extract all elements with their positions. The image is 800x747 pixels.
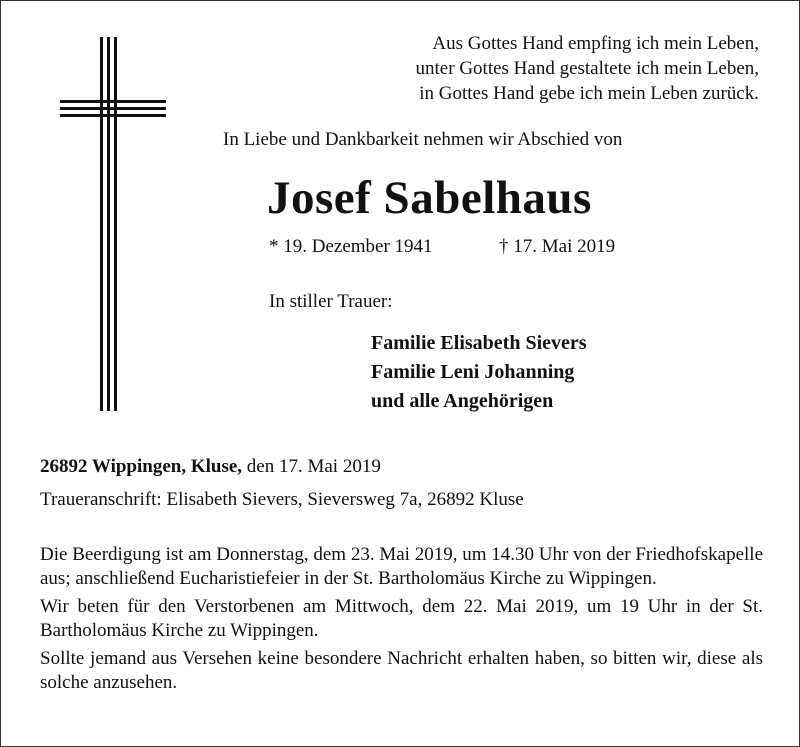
- mourner-family: Familie Elisabeth Sievers: [371, 332, 587, 354]
- notice-date: den 17. Mai 2019: [242, 456, 381, 477]
- poem-line: in Gottes Hand gebe ich mein Leben zurück.: [419, 83, 759, 104]
- poem-line: unter Gottes Hand gestaltete ich mein Leben,: [415, 58, 759, 79]
- prayer-info: Wir beten für den Verstorbenen am Mittwoch, dem 22. Mai 2019, um 19 Uhr in der St. Bartholomäus Kirche zu Wippingen.: [40, 596, 763, 641]
- mourning-address: Traueranschrift: Elisabeth Sievers, Sieversweg 7a, 26892 Kluse: [40, 489, 524, 510]
- mourners-list: [371, 329, 587, 416]
- funeral-notes: [40, 543, 763, 699]
- life-dates: [269, 236, 629, 258]
- deceased-name: Josef Sabelhaus: [267, 172, 592, 224]
- mourner-family: und alle Angehörigen: [371, 390, 554, 412]
- death-date: † 17. Mai 2019: [499, 236, 616, 257]
- place-name: 26892 Wippingen, Kluse,: [40, 456, 243, 477]
- mourning-label: In stiller Trauer:: [269, 291, 393, 312]
- mourner-family: Familie Leni Johanning: [371, 361, 575, 383]
- funeral-info: Die Beerdigung ist am Donnerstag, dem 23. Mai 2019, um 14.30 Uhr von der Friedhofskapelle aus; anschließend Eucharistiefeier in der St. Bartholomäus Kirche zu Wippingen.: [40, 544, 763, 589]
- poem-verse: [416, 31, 759, 106]
- poem-line: Aus Gottes Hand empfing ich mein Leben,: [432, 33, 759, 54]
- place-and-date: [40, 456, 381, 478]
- cross-icon: [60, 37, 166, 411]
- notice-info: Sollte jemand aus Versehen keine besondere Nachricht erhalten haben, so bitten wir, diese als solche anzusehen.: [40, 648, 763, 693]
- farewell-intro: In Liebe und Dankbarkeit nehmen wir Abschied von: [223, 129, 623, 150]
- birth-date: * 19. Dezember 1941: [269, 236, 433, 257]
